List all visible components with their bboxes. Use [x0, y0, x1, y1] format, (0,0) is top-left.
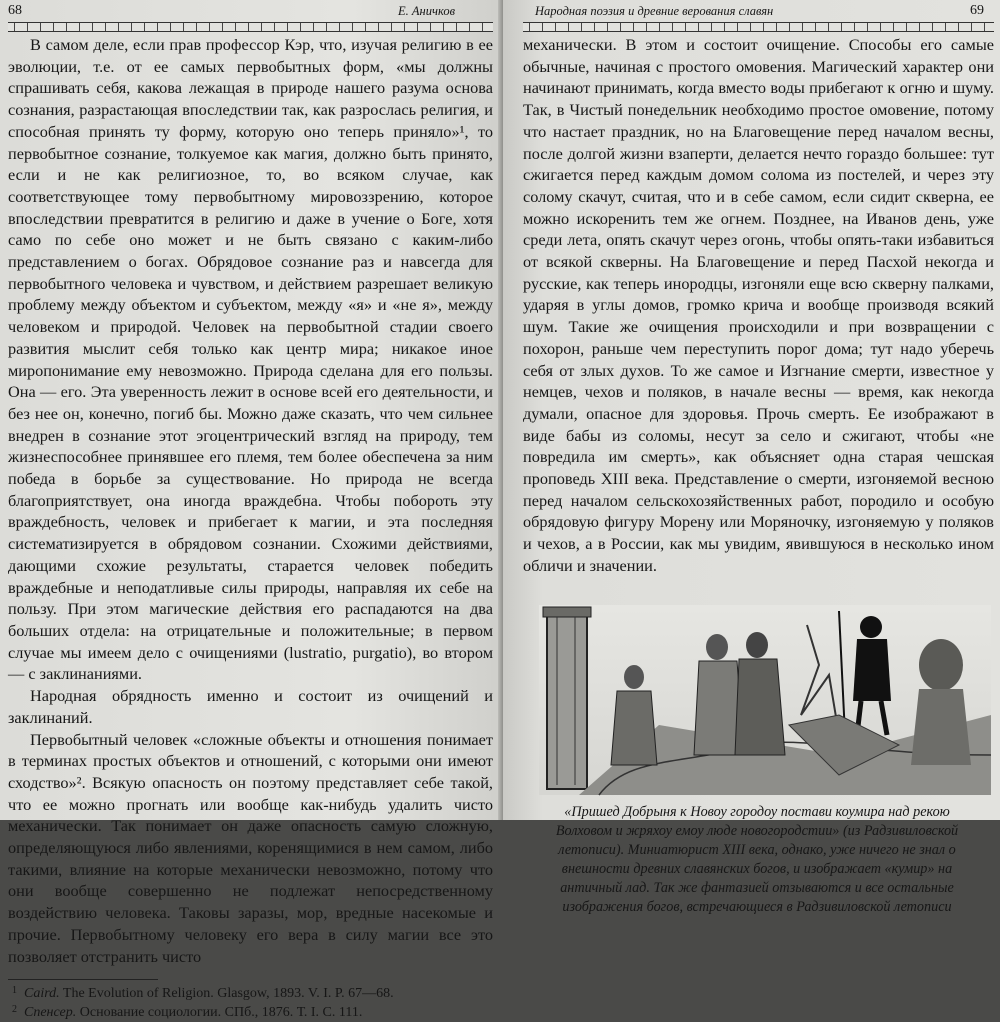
footnote-mark: 2 [12, 1004, 17, 1016]
page-number: 68 [8, 3, 22, 18]
miniature-illustration [539, 605, 991, 795]
paragraph: Народная обрядность именно и состоит из очищений и заклинаний. [8, 686, 493, 727]
footnote-mark: 1 [12, 985, 17, 997]
footnote-rule [8, 979, 158, 980]
footnote [8, 1003, 493, 1022]
left-body-text [8, 34, 493, 967]
footnote-author: Caird. [24, 986, 60, 1002]
footnote-text: Основание социологии. СПб., 1876. Т. I. С. 111. [76, 1005, 363, 1021]
right-running-head [523, 0, 994, 34]
page-number: 69 [970, 3, 984, 18]
footnote-author: Спенсер. [24, 1005, 77, 1021]
ornamental-rule [523, 22, 994, 32]
running-head-title: Народная поэзия и древние верования славян [535, 4, 774, 18]
right-page [503, 0, 1000, 915]
paragraph: В самом деле, если прав профессор Кэр, что, изучая религию в ее эволюции, т.е. от ее самых первобытных форм, «мы должны спрашивать себя, какова лежащая в природе нашего разума основа сознания, разрастающая впоследствии так, как разрослась религия, и способная принять ту форму, которую оно теперь приняло»¹, то первобытное сознание, толкуемое как магия, должно быть принято, если и не как религиозное, то, во всяком случае, как соответствующее тому первобытному мировоззрению, которое впоследствии превратится в религию и даже в учение о Боге, хотя само по себе оно может и не быть связано с каким-либо представлением о богах. Обрядовое сознание раз и навсегда для первобытного человека и чувством, и действием разрешает великую проблему между объектом и субъектом, между «я» и «не я», между человеком и природой. Человек на первобытной стадии своего развития мыслит себя только как центр мира; никакое иное миропонимание ему невозможно. Природа сделана для его пользы. Она — его. Эта уверенность лежит в основе всей его деятельности, и без нее он, конечно, погиб бы. Можно даже сказать, что чем сильнее внедрен в сознание этот эгоцентрический взгляд на природу, тем жизнеспособнее принявшее его племя, тем более обеспечена за ним победа в борьбе за существование. Но природа не всегда благоприятствует, она иногда враждебна. Чтобы побороть эту враждебность, человек и прибегает к магии, и эта последняя систематизируется в обрядовом сознании. Схожими действиями, дающими схожие результаты, старается человек победить враждебные и неподатливые силы природы, направляя их себе на пользу. При этом магические действия его распадаются на два больших отдела: на отрицательные и положительные; в первом случае мы имеем дело с очищениями (lustratio, purgatio), во втором — с заклинаниями. [8, 35, 493, 684]
left-running-head [8, 0, 493, 34]
running-head-author: Е. Аничков [398, 4, 455, 18]
footnote [8, 984, 493, 1003]
footnote-text: The Evolution of Religion. Glasgow, 1893. V. I. P. 67—68. [59, 986, 394, 1002]
right-body-text [523, 34, 994, 577]
miniature-drawing [539, 605, 991, 795]
figure-caption: «Пришед Добрыня к Новоу городоу постави коумира над рекою Волховом и жряхоу емоу люде новогородстии» (из Радзивиловской летописи). Миниатюрист XIII века, однако, уже ничего не знал о внешности древних славянских богов, и изображает «кумир» на античный лад. Так же фантазией отзываются и все остальные изображения богов, встречающиеся в Радзивиловской летописи [555, 803, 959, 915]
ornamental-rule [8, 22, 493, 32]
paragraph: Первобытный человек «сложные объекты и отношения понимает в терминах простых объектов и отношений, с которыми они имеют сходство»². Всякую опасность он поэтому представляет себе такой, что ее можно прогнать или вообще как-нибудь удалить чисто механически. Так понимает он даже опасность самую сложную, определяющуюся либо явлениями, коренящимися в нем самом, либо такими, влияние на которые механически невозможно, потому что они вообще совершенно не подлежат непосредственному воздействию человека. Таковы заразы, мор, вредные насекомые и прочие. Первобытному человеку его вера в силу магии все это позволяет отстранить чисто [8, 729, 493, 966]
paragraph: механически. В этом и состоит очищение. Способы его самые обычные, начиная с простого омовения. Магический характер они начинают принимать, когда вместо воды прибегают к огню и шуму. Так, в Чистый понедельник необходимо простое омовение, потому что настает праздник, но на Благовещение перед началом весны, после долгой жизни взаперти, делается нечто гораздо большее: тут сжигается перед каждым домом солома из постелей, и через эту солому скачут, считая, что и в себе самом, если сидит скверна, ее можно искоренить тем же огнем. Позднее, на Иванов день, уже среди лета, опять скачут через огонь, чтобы опять-таки избавиться от всякой скверны. На Благовещение и перед Пасхой некогда и русские, как теперь инородцы, изгоняли еще всю скверну палками, ударяя в углы домов, громко крича и вообще производя всякий шум. Такие же очищения происходили и при возвращении с похорон, раньше чем переступить порог дома; тут надо уберечь себя от злых духов. То же самое и Изгнание смерти, известное у немцев, чехов и поляков, в начале весны — время, как некогда думали, опасное для здоровья. Прочь смерть. Ее изображают в виде бабы из соломы, несут за село и сжигают, чтобы «не повредила им смерть», как объясняет одна старая чешская проповедь XIII века. Представление о смерти, изгоняемой весною перед началом сельскохозяйственных работ, породило и особую обрядовую фигуру Морену или Моряночку, изгоняемую у поляков и чехов, а в России, как мы увидим, явившуюся в несколько ином обличи и значении. [523, 35, 994, 575]
